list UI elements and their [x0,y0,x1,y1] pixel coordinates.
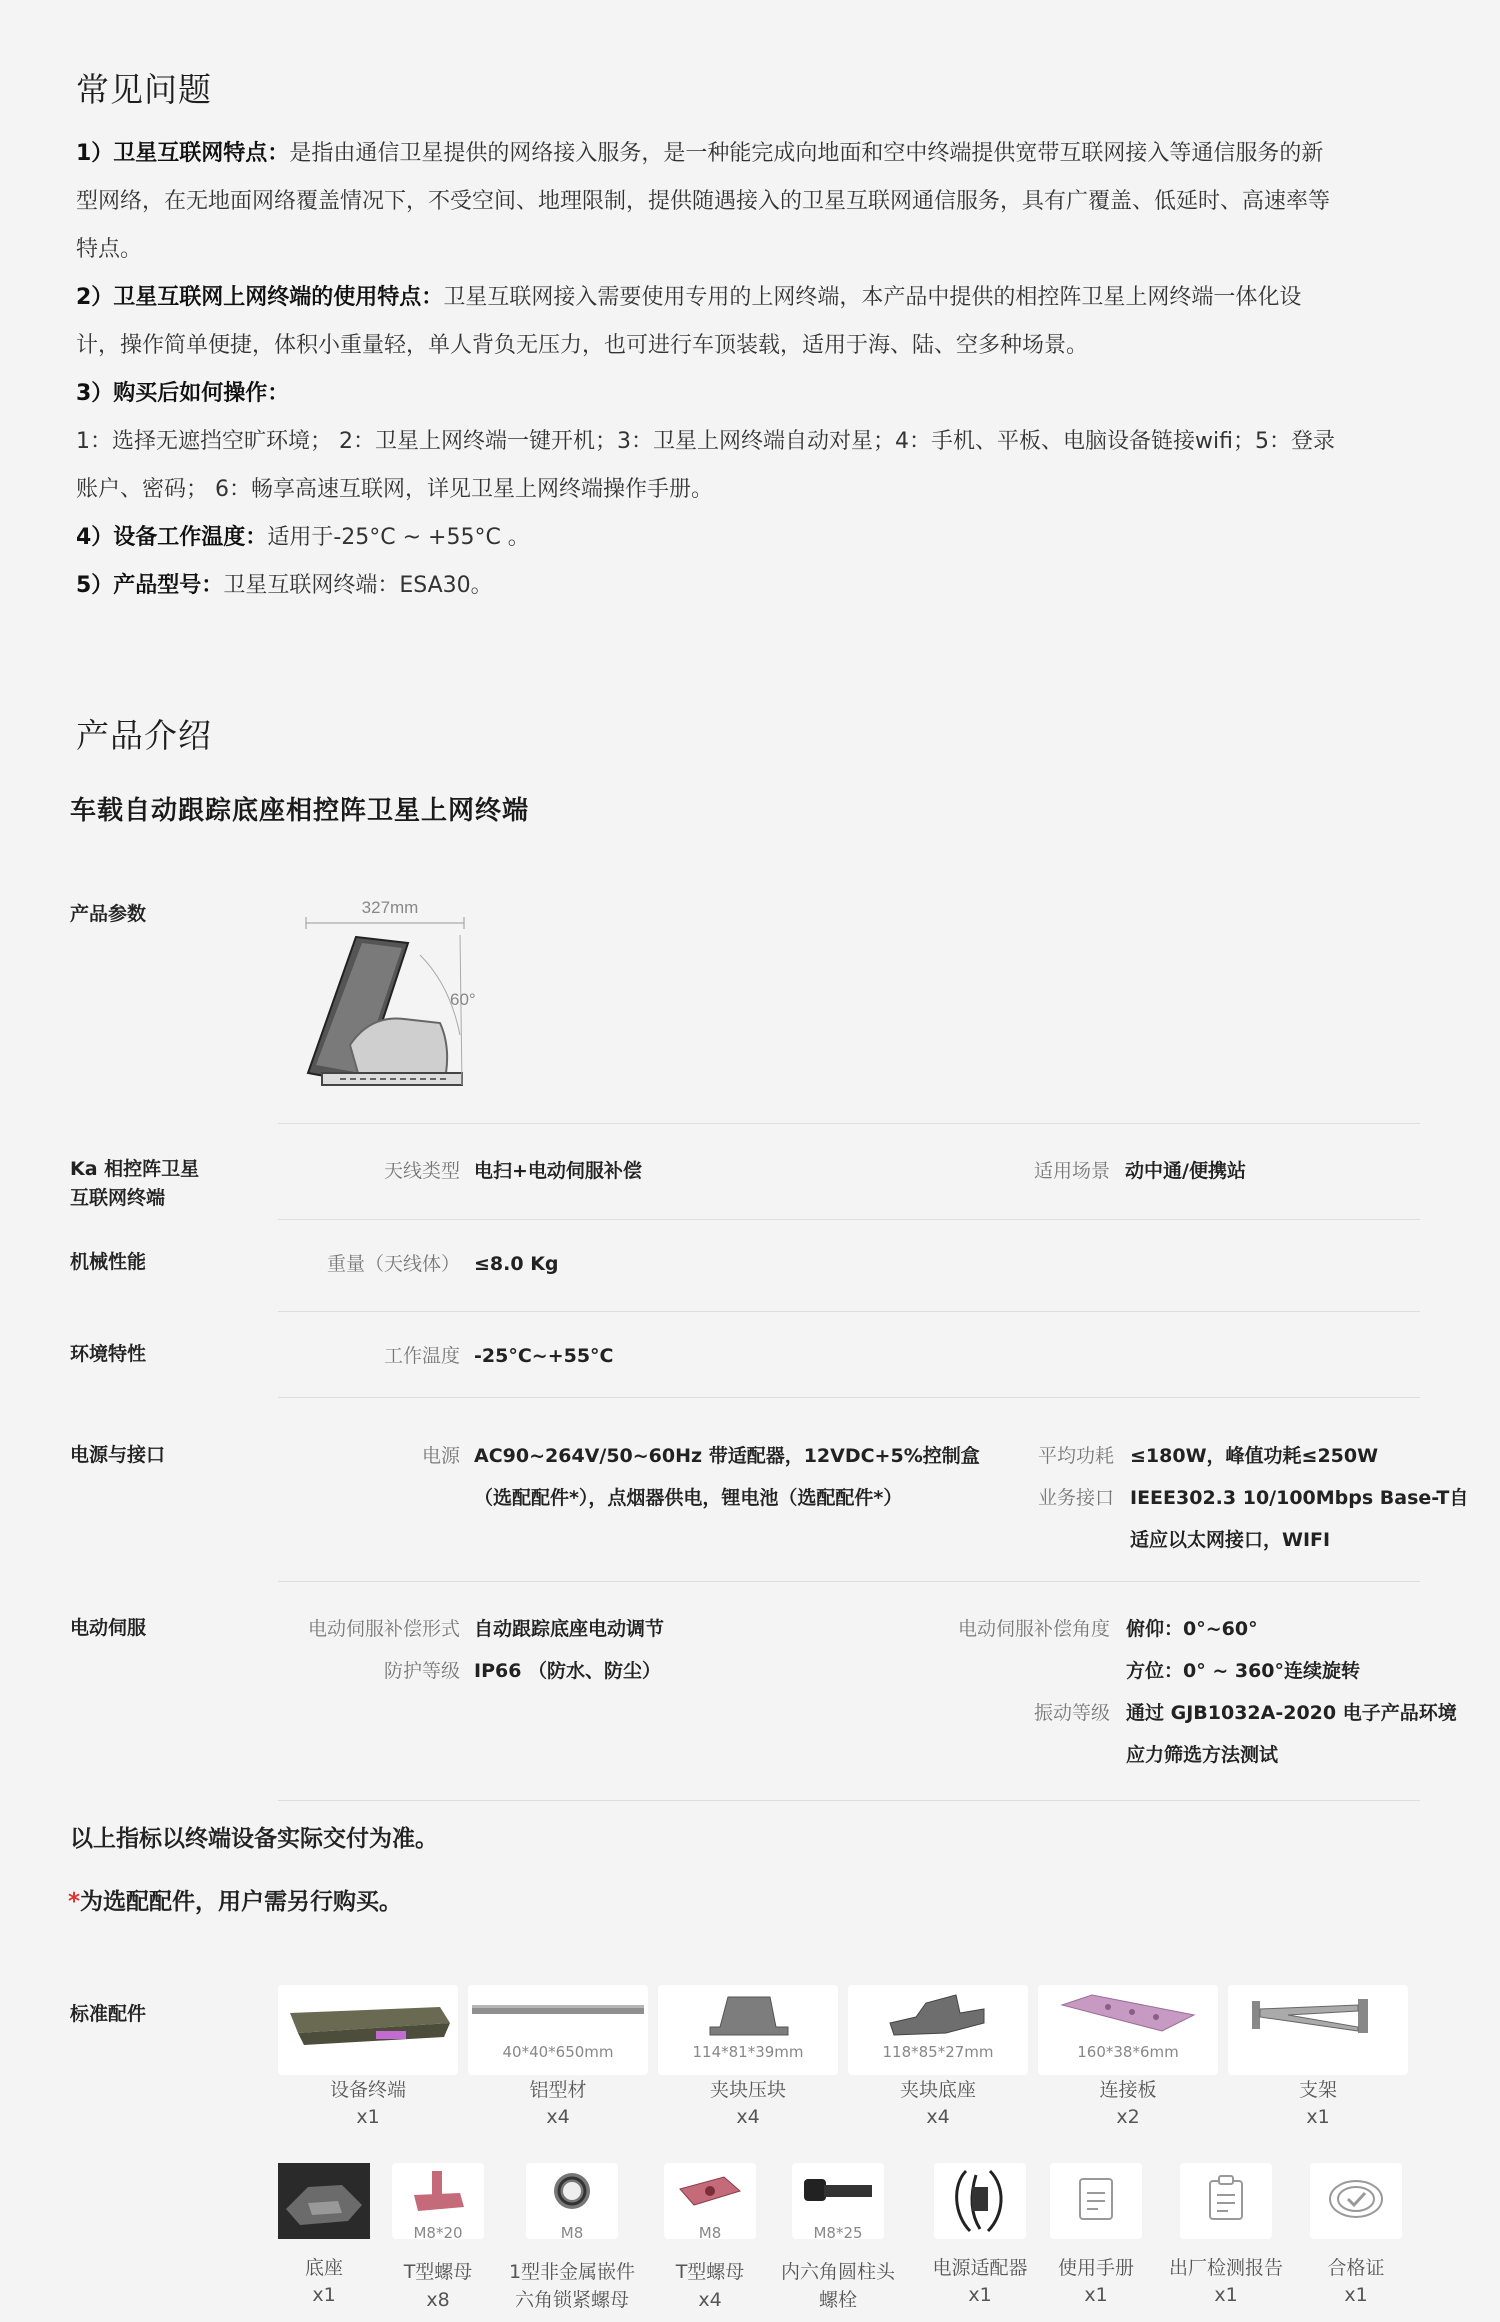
accessory-name: 1型非金属嵌件 [508,2261,636,2283]
optional-note: *为选配配件，用户需另行购买。 [68,1889,403,1915]
accessory-clamp-press [658,1985,838,2075]
accessory-dim: 118*85*27mm [882,2043,994,2061]
faq-answer: 1：选择无遮挡空旷环境； 2：卫星上网终端一键开机；3：卫星上网终端自动对星；4：手机、平板、电脑设备链接wifi；5：登录 [76,429,1335,454]
accessory-dim: 160*38*6mm [1077,2043,1179,2061]
accessory-name: 设备终端 [329,2079,406,2101]
row-servo-value-2: IP66 （防水、防尘） [474,1660,662,1682]
divider [278,1800,1420,1801]
bracket-image [1248,1993,1388,2041]
accessory-name: 连接板 [1099,2079,1157,2101]
accessory-qty: x1 [356,2106,380,2128]
accessory-qty: x1 [312,2284,336,2306]
accessory-qty: x2 [1116,2106,1140,2128]
product-subtitle: 车载自动跟踪底座相控阵卫星上网终端 [70,796,530,826]
accessory-qty: x4 [546,2106,570,2128]
accessory-dim: M8*25 [813,2224,863,2242]
params-label: 产品参数 [70,903,147,925]
row-power-value-1a: AC90~264V/50~60Hz 带适配器，12VDC+5%控制盒 [474,1445,980,1467]
faq-question: 2）卫星互联网上网终端的使用特点： [76,285,444,310]
accessory-dim: M8 [560,2224,584,2242]
row-env-value: -25°C~+55°C [474,1345,614,1367]
accessory-name: 出厂检测报告 [1168,2257,1283,2279]
accessory-name-line2: 六角锁紧螺母 [514,2289,629,2311]
faq-answer: 计，操作简单便捷，体积小重量轻，单人背负无压力，也可进行车顶装载，适用于海、陆、空多种场景。 [76,333,1089,358]
row-power-value-3b: 适应以太网接口，WIFI [1130,1529,1331,1551]
connection-plate-image [1058,1991,1198,2037]
row-servo-value-4a: 通过 GJB1032A-2020 电子产品环境 [1126,1702,1457,1724]
faq-line [76,130,1335,178]
row-power-value-3a: IEEE302.3 10/100Mbps Base-T自 [1130,1487,1469,1509]
accessories-label: 标准配件 [70,2003,147,2025]
faq-question: 5）产品型号： [76,573,224,598]
faq-title: 常见问题 [76,70,212,109]
faq-line [76,226,1335,274]
row-power-category: 电源与接口 [70,1444,166,1466]
accessory-base [278,2163,370,2239]
accessory-power-adapter [934,2163,1026,2239]
accessory-aluminum-profile [468,1985,648,2075]
angle-label: 60° [450,990,476,1009]
accessory-name-line2: 螺栓 [818,2289,857,2311]
row-power-label-2: 平均功耗 [1037,1445,1114,1467]
accessory-qty: x4 [736,2106,760,2128]
accessory-qty: x1 [1344,2284,1368,2306]
accessory-dim: 114*81*39mm [692,2043,804,2061]
accessory-connection-plate [1038,1985,1218,2075]
accessory-manual [1050,2163,1142,2239]
row-ka-label-1: 天线类型 [383,1160,460,1182]
accessory-name: 夹块压块 [709,2079,786,2101]
row-power-value-2: ≤180W，峰值功耗≤250W [1130,1445,1379,1467]
faq-line [76,274,1335,322]
faq-answer: 卫星互联网终端：ESA30。 [223,573,493,598]
divider [278,1581,1420,1582]
accessory-inspection-report [1180,2163,1272,2239]
row-ka-label-2: 适用场景 [1033,1160,1110,1182]
accessory-bracket [1228,1985,1408,2075]
faq-question: 4）设备工作温度： [76,525,268,550]
row-servo-label-1: 电动伺服补偿形式 [307,1618,460,1640]
accessory-qty: x1 [1306,2106,1330,2128]
row-mech-category: 机械性能 [70,1251,147,1273]
faq-line [76,322,1335,370]
faq-line [76,370,1335,418]
socket-bolt-image [798,2169,878,2213]
terminal-side-diagram [300,895,490,1105]
accessory-dim: M8*20 [413,2224,463,2242]
accessory-qty: x1 [1084,2284,1108,2306]
clamp-press-image [700,1991,796,2041]
faq-answer: 是指由通信卫星提供的网络接入服务，是一种能完成向地面和空中终端提供宽带互联网接入等通信服务的新 [289,141,1324,166]
lock-nut-image [550,2169,594,2213]
row-servo-label-2: 防护等级 [383,1660,460,1682]
accessory-qty: x1 [968,2284,992,2306]
row-power-label-3: 业务接口 [1037,1487,1114,1509]
row-env-category: 环境特性 [70,1343,147,1365]
row-servo-value-3b: 方位：0° ~ 360°连续旋转 [1126,1660,1361,1682]
row-servo-value-4b: 应力筛选方法测试 [1126,1744,1279,1766]
divider [278,1311,1420,1312]
accessory-name: 电源适配器 [932,2257,1028,2279]
t-nut-image [410,2169,466,2215]
faq-answer: 型网络，在无地面网络覆盖情况下，不受空间、地理限制，提供随遇接入的卫星互联网通信服务，具有广覆盖、低延时、高速率等 [76,189,1331,214]
accessory-qty: x8 [426,2289,450,2311]
accessory-terminal [278,1985,458,2075]
accessory-name: T型螺母 [675,2261,745,2283]
product-title: 产品介绍 [76,716,212,755]
accessory-name: 夹块底座 [899,2079,976,2101]
manual-icon [1076,2175,1116,2223]
faq-list [76,130,1335,610]
clipboard-icon [1206,2173,1246,2223]
accessory-name: 铝型材 [529,2079,587,2101]
accessory-clamp-base [848,1985,1028,2075]
base-image [278,2163,370,2239]
accessory-name: 内六角圆柱头 [780,2261,895,2283]
faq-question: 3）购买后如何操作： [76,381,290,406]
row-power-label-1: 电源 [421,1445,460,1467]
divider [278,1397,1420,1398]
accessory-certificate [1310,2163,1402,2239]
accessory-name: 支架 [1298,2079,1337,2101]
certificate-check-icon [1326,2175,1386,2223]
clamp-base-image [886,1989,990,2041]
row-servo-category: 电动伺服 [70,1617,147,1639]
accessory-name: 合格证 [1327,2257,1385,2279]
row-ka-category: Ka 相控阵卫星互联网终端 [70,1158,200,1209]
faq-line [76,418,1335,466]
faq-question: 1）卫星互联网特点： [76,141,290,166]
row-servo-label-3: 电动伺服补偿角度 [957,1618,1110,1640]
aluminum-profile-image [470,2001,646,2021]
row-mech-value: ≤8.0 Kg [474,1253,559,1275]
faq-line [76,562,1335,610]
row-servo-label-4: 振动等级 [1033,1702,1110,1724]
row-servo-value-3a: 俯仰：0°~60° [1126,1618,1258,1640]
faq-line [76,514,1335,562]
divider [278,1123,1420,1124]
spec-note: 以上指标以终端设备实际交付为准。 [70,1826,438,1852]
faq-line [76,178,1335,226]
accessory-dim: 40*40*650mm [502,2043,614,2061]
accessory-dim: M8 [698,2224,722,2242]
power-adapter-image [946,2165,1014,2237]
row-env-label: 工作温度 [383,1345,460,1367]
faq-line [76,466,1335,514]
row-ka-value-2: 动中通/便携站 [1125,1160,1246,1182]
t-nut-image [674,2169,746,2213]
width-label: 327mm [361,898,419,917]
row-servo-value-1: 自动跟踪底座电动调节 [474,1618,665,1640]
faq-answer: 特点。 [76,237,143,262]
faq-answer: 适用于-25°C ~ +55°C 。 [267,525,530,550]
faq-answer: 卫星互联网接入需要使用专用的上网终端，本产品中提供的相控阵卫星上网终端一体化设 [443,285,1302,310]
terminal-image [284,1993,452,2049]
divider [278,1219,1420,1220]
row-mech-label: 重量（天线体） [326,1253,460,1275]
accessory-qty: x1 [1214,2284,1238,2306]
accessory-name: 使用手册 [1057,2257,1134,2279]
accessory-name: T型螺母 [403,2261,473,2283]
row-power-value-1b: （选配配件*），点烟器供电，锂电池（选配配件*） [474,1487,903,1509]
accessory-qty: x4 [698,2289,722,2311]
accessory-name: 底座 [304,2257,343,2279]
accessory-qty: x4 [926,2106,950,2128]
faq-answer: 账户、密码； 6：畅享高速互联网，详见卫星上网终端操作手册。 [76,477,713,502]
row-ka-value-1: 电扫+电动伺服补偿 [474,1160,642,1182]
